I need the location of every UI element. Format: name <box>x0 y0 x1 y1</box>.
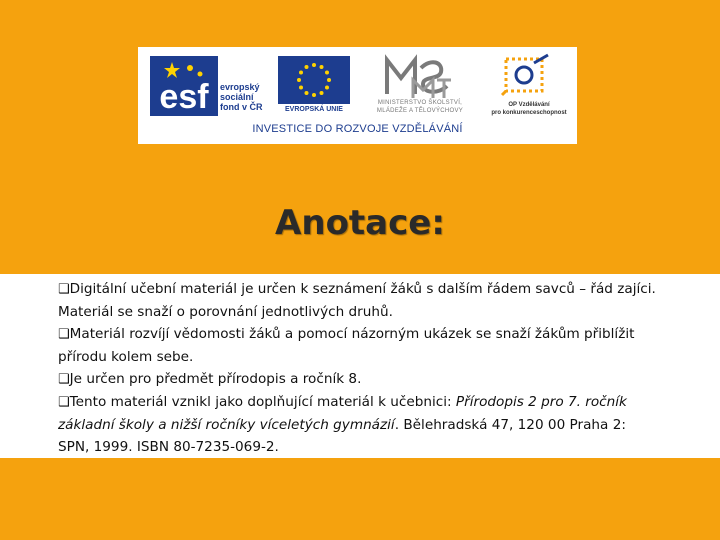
annotation-item-3-text: Je určen pro předmět přírodopis a ročník 8. <box>69 371 362 387</box>
op-label <box>484 101 574 117</box>
esf-logo <box>150 56 270 118</box>
eu-label: EVROPSKÁ UNIE <box>285 106 343 113</box>
checkbox-bullet-icon: ❑ <box>58 372 70 387</box>
annotation-item-2 <box>58 323 658 368</box>
annotation-text <box>58 278 658 458</box>
esf-label-line2: sociální <box>220 92 254 102</box>
op-mark-icon <box>500 53 552 97</box>
checkbox-bullet-icon: ❑ <box>58 327 70 342</box>
checkbox-bullet-icon: ❑ <box>58 282 70 297</box>
annotation-item-4-text-end: . Bělehradská 47, 120 00 Praha 2: SPN, 1999. ISBN 80-7235-069-2. <box>58 417 626 455</box>
svg-text:esf: esf <box>159 78 209 116</box>
msmt-label-line1: MINISTERSTVO ŠKOLSTVÍ, <box>377 100 463 106</box>
textbook-title: Přírodopis 2 pro 7. ročník základní školy a nižší ročníky víceletých gymnázií <box>58 394 627 433</box>
msmt-label-line2: MLÁDEŽE A TĚLOVÝCHOVY <box>376 108 464 114</box>
annotation-item-4 <box>58 391 658 458</box>
msmt-label <box>356 99 484 115</box>
eu-flag-icon <box>278 56 350 104</box>
msmt-logo <box>356 54 484 120</box>
msmt-mark-icon <box>383 54 453 100</box>
eu-logo <box>278 56 350 118</box>
annotation-item-1 <box>58 278 658 323</box>
annotation-box <box>0 274 720 458</box>
checkbox-bullet-icon: ❑ <box>58 395 70 410</box>
annotation-item-3 <box>58 368 658 391</box>
esf-flag-icon <box>150 56 218 116</box>
annotation-item-4-text-start: Tento materiál vznikl jako doplňující materiál k učebnici: <box>69 394 456 410</box>
op-logo <box>484 53 574 123</box>
esf-label <box>220 82 263 112</box>
esf-label-line1: evropský <box>220 82 260 92</box>
annotation-item-2-text: Materiál rozvíjí vědomosti žáků a pomocí názorným ukázek se snaží žákům přiblížit přírodu kolem sebe. <box>58 326 635 365</box>
op-label-line2: pro konkurenceschopnost <box>491 110 567 116</box>
annotation-item-1-text: Digitální učební materiál je určen k seznámení žáků s dalším řádem savců – řád zajíci. Materiál se snaží o porovnání jednotlivých druhů. <box>58 281 656 320</box>
slide-title: Anotace: <box>275 203 445 243</box>
esf-label-line3: fond v ČR <box>220 102 263 112</box>
logo-banner <box>138 47 577 144</box>
banner-caption: INVESTICE DO ROZVOJE VZDĚLÁVÁNÍ <box>252 123 463 135</box>
op-label-line1: OP Vzdělávání <box>508 102 550 108</box>
